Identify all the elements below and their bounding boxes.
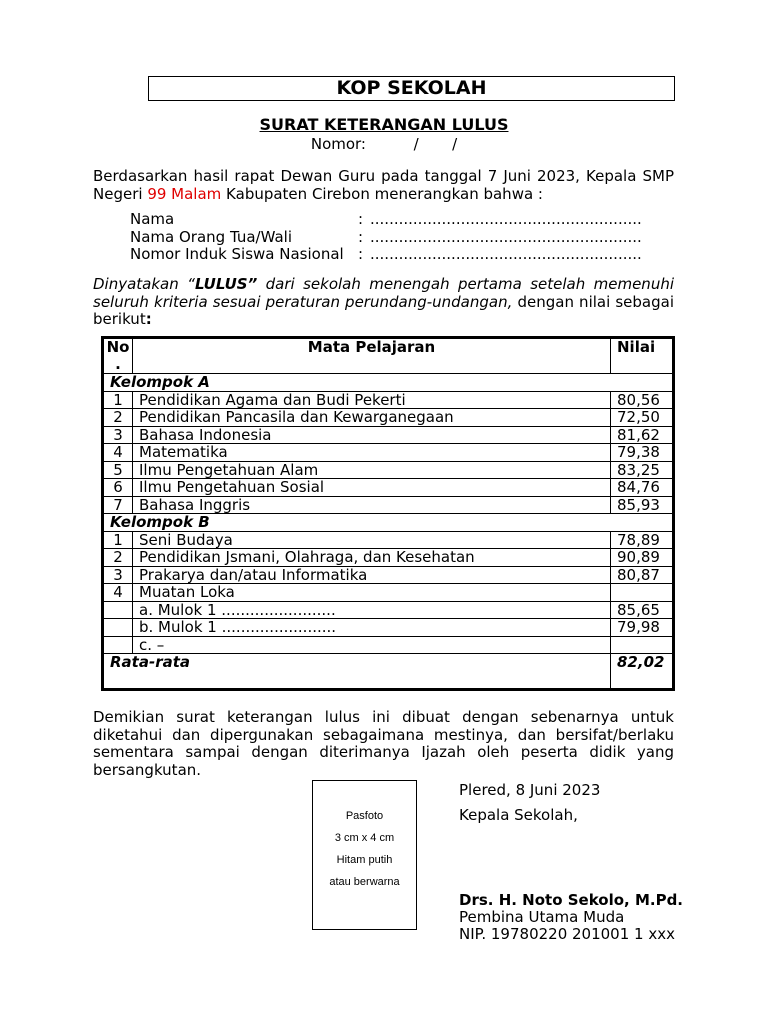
- table-row: 1 Seni Budaya 78,89: [103, 531, 674, 549]
- table-row: 4 Muatan Loka: [103, 584, 674, 602]
- table-row: 7 Bahasa Inggris 85,93: [103, 496, 674, 514]
- field-nama-orang-tua: Nama Orang Tua/Wali : .........................................................: [130, 227, 642, 246]
- table-row: 1 Pendidikan Agama dan Budi Pekerti 80,56: [103, 391, 674, 409]
- signer-nip: NIP. 19780220 201001 1 xxx: [459, 925, 675, 943]
- student-fields: [130, 210, 642, 263]
- table-row: 3 Bahasa Indonesia 81,62: [103, 426, 674, 444]
- average-value: 82,02: [611, 654, 674, 690]
- table-row: 2 Pendidikan Jsmani, Olahraga, dan Kesehatan 90,89: [103, 549, 674, 567]
- document-title: SURAT KETERANGAN LULUS: [259, 115, 509, 134]
- place-date: Plered, 8 Juni 2023: [459, 781, 601, 799]
- table-row: 2 Pendidikan Pancasila dan Kewarganegaan 72,50: [103, 409, 674, 427]
- header-subject: Mata Pelajaran: [133, 338, 611, 374]
- graduation-statement: Dinyatakan “LULUS” dari sekolah menengah pertama setelah memenuhi seluruh kriteria sesuai peraturan perundang-undangan, dengan nilai sebagai berikut:: [93, 275, 674, 328]
- signer-name: Drs. H. Noto Sekolo, M.Pd.: [459, 891, 684, 909]
- intro-paragraph: Berdasarkan hasil rapat Dewan Guru pada tanggal 7 Juni 2023, Kepala SMP Negeri 99 Malam Kabupaten Cirebon menerangkan bahwa :: [93, 167, 674, 203]
- field-nama: Nama : .........................................................: [130, 210, 642, 228]
- signer-role: Kepala Sekolah,: [459, 806, 578, 824]
- closing-paragraph: Demikian surat keterangan lulus ini dibuat dengan sebenarnya untuk diketahui dan dipergunakan sebagaimana mestinya, dan bersifat/berlaku sementara sampai dengan diterimanya Ijazah oleh peserta didik yang bersangkutan.: [93, 708, 674, 779]
- header-no: No .: [103, 338, 133, 374]
- table-row: 6 Ilmu Pengetahuan Sosial 84,76: [103, 479, 674, 497]
- document-number: Nomor: / /: [310, 135, 458, 153]
- average-row: [103, 654, 674, 690]
- table-row: b. Mulok 1 ........................ 79,98: [103, 619, 674, 637]
- average-label: Rata-rata: [103, 654, 611, 690]
- school-letterhead: KOP SEKOLAH: [148, 76, 675, 101]
- signer-rank: Pembina Utama Muda: [459, 908, 625, 926]
- table-row: a. Mulok 1 ........................ 85,65: [103, 601, 674, 619]
- grades-table: [101, 336, 675, 691]
- table-row: 5 Ilmu Pengetahuan Alam 83,25: [103, 461, 674, 479]
- table-row: 4 Matematika 79,38: [103, 444, 674, 462]
- group-b-row: Kelompok B: [103, 514, 674, 532]
- group-a-row: Kelompok A: [103, 374, 674, 392]
- school-number-highlight: 99 Malam: [147, 184, 222, 203]
- table-row: 3 Prakarya dan/atau Informatika 80,87: [103, 566, 674, 584]
- table-header-row: [103, 338, 674, 374]
- field-nisn: Nomor Induk Siswa Nasional : .........................................................: [130, 245, 642, 263]
- table-row: c. –: [103, 636, 674, 654]
- photo-placeholder: Pasfoto 3 cm x 4 cm Hitam putih atau berwarna: [312, 780, 417, 930]
- header-value: Nilai: [611, 338, 674, 374]
